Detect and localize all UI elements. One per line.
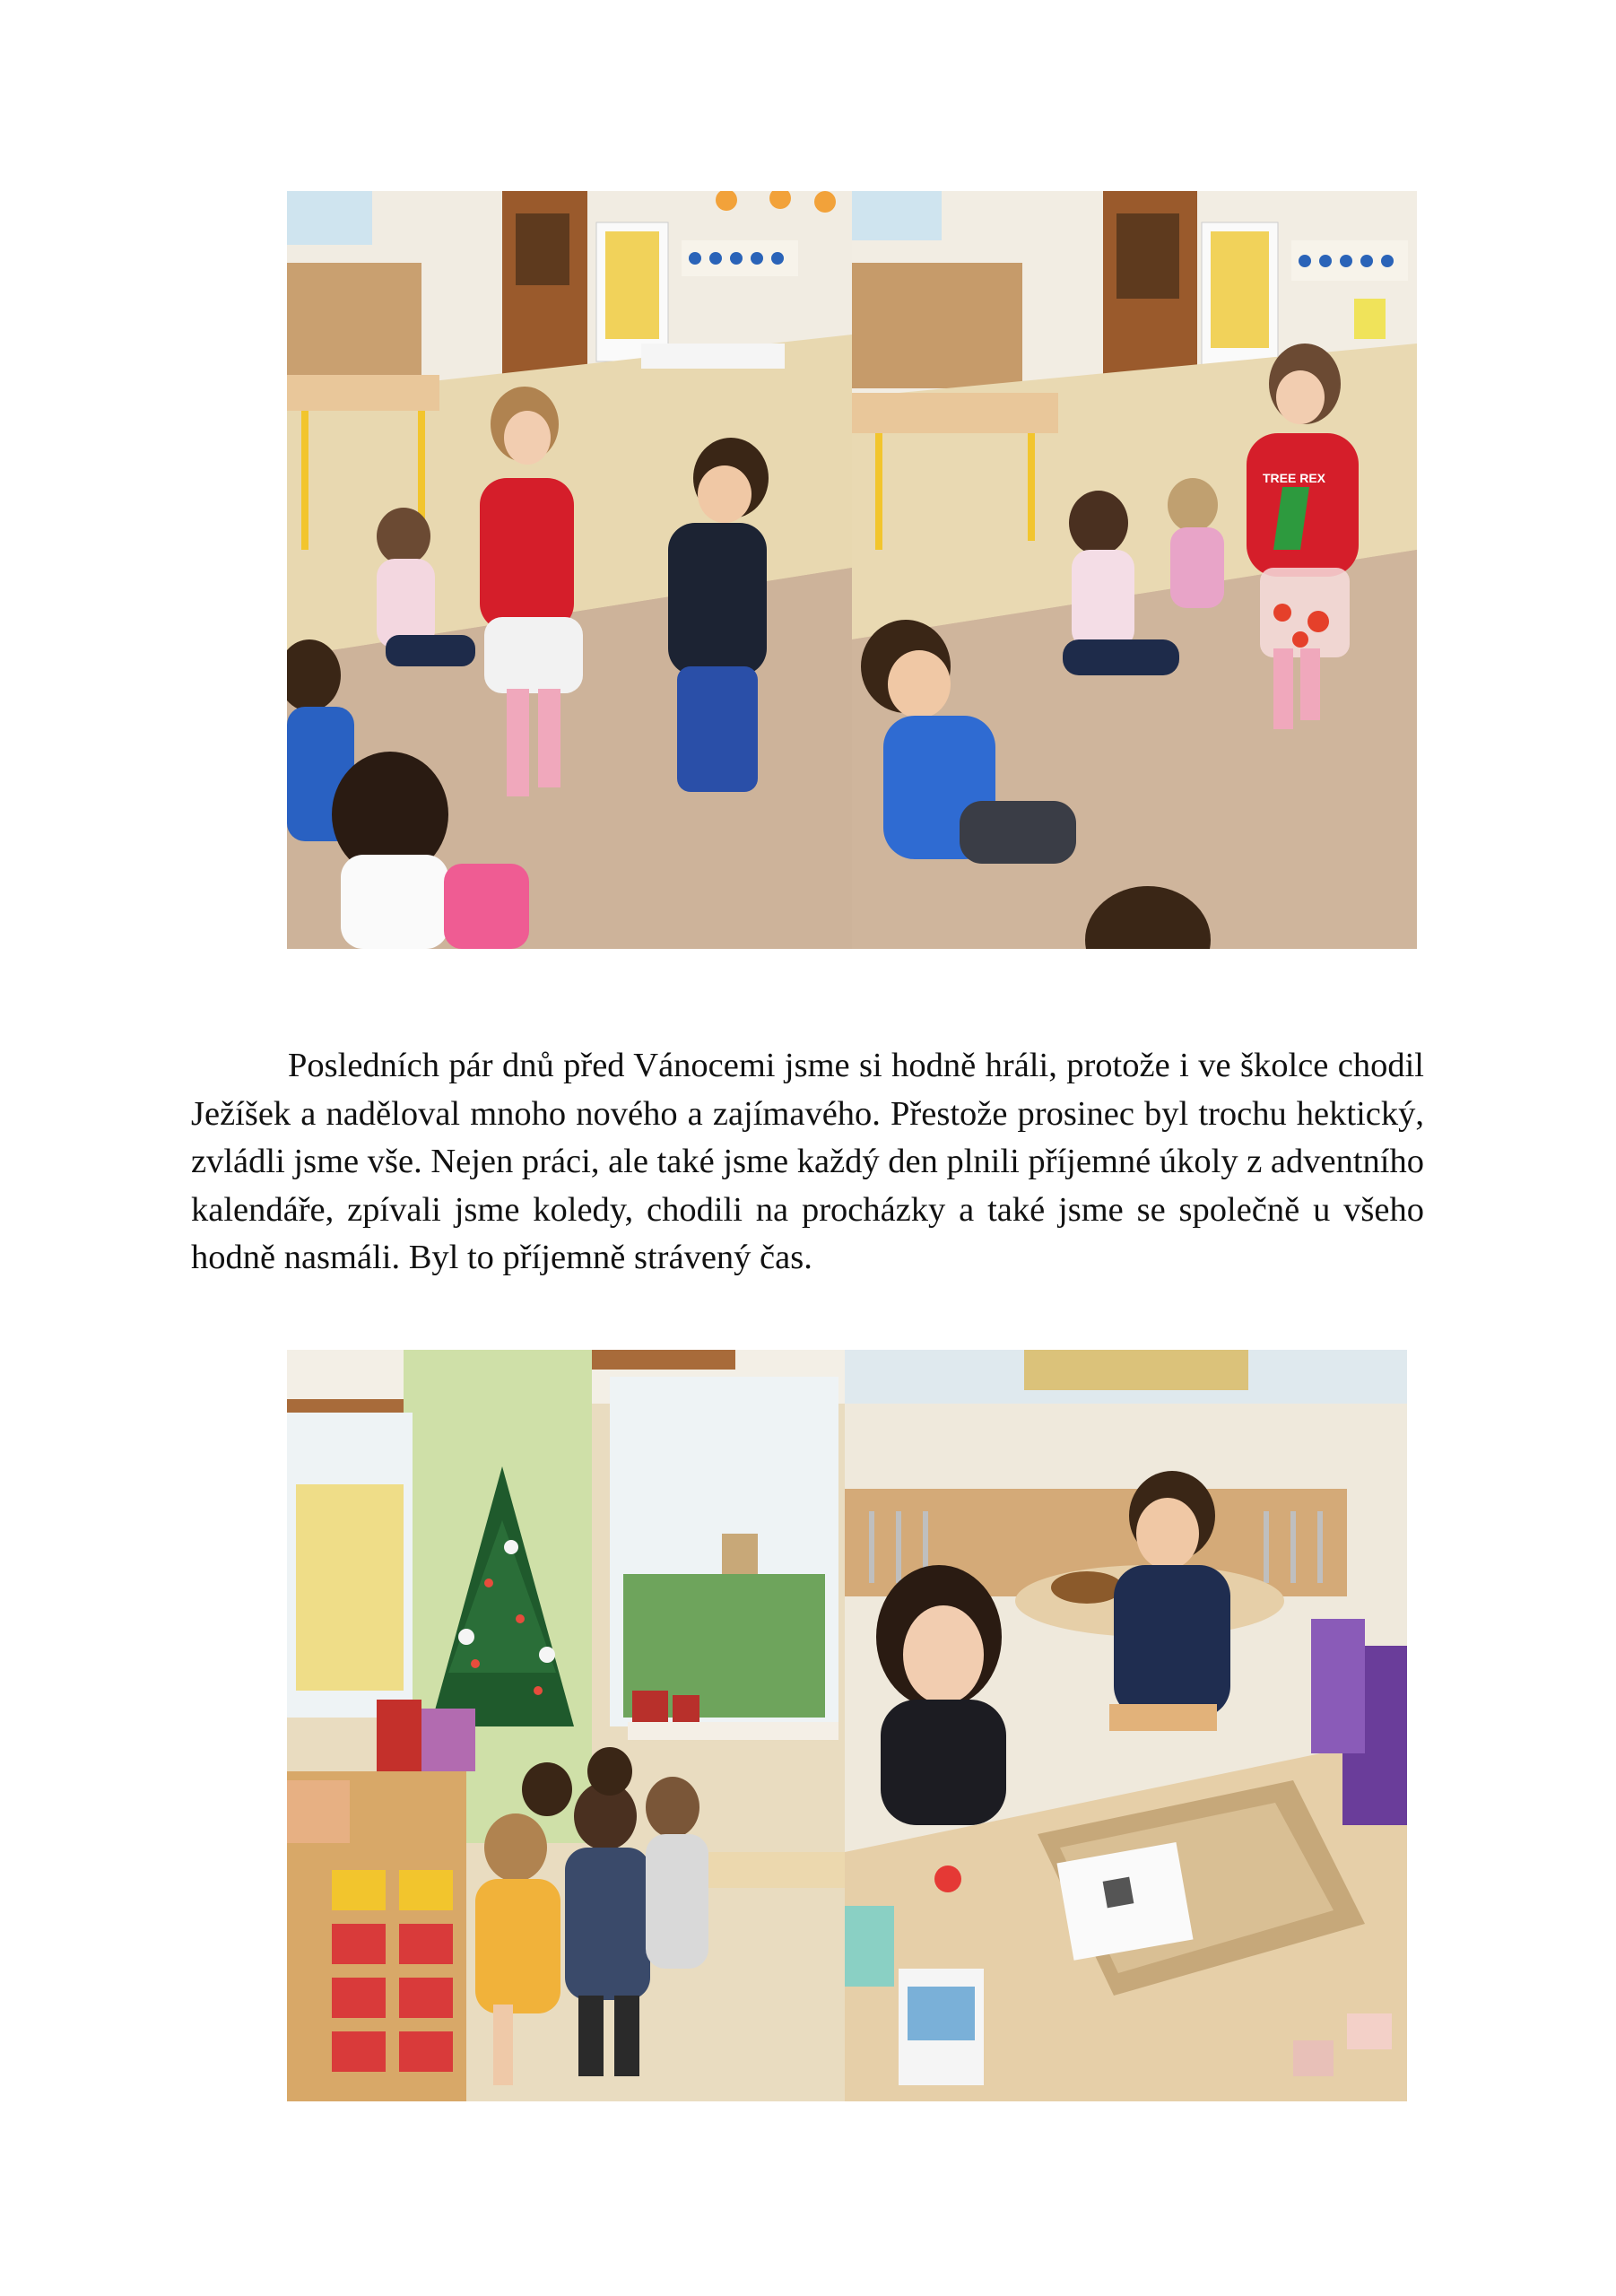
- sweater-text: TREE REX: [1263, 471, 1326, 485]
- photo-children-at-table: [845, 1350, 1407, 2101]
- photo-girl-gift-bag: [852, 191, 1417, 949]
- photo-christmas-tree-children: [287, 1350, 845, 2101]
- photo-children-handshake: [287, 191, 852, 949]
- body-paragraph: Posledních pár dnů před Vánocemi jsme si hodně hráli, protože i ve školce chodil Ježíšek a naděloval mnoho nového a zajímavého. Přestože prosinec byl trochu hektický, zvládli jsme vše. Nejen práci, ale také jsme každý den plnili příjemné úkoly z adventního kalendáře, zpívali jsme koledy, chodili na procházky a také jsme se společně u všeho hodně nasmáli. Byl to příjemně strávený čas.: [191, 1047, 1424, 1276]
